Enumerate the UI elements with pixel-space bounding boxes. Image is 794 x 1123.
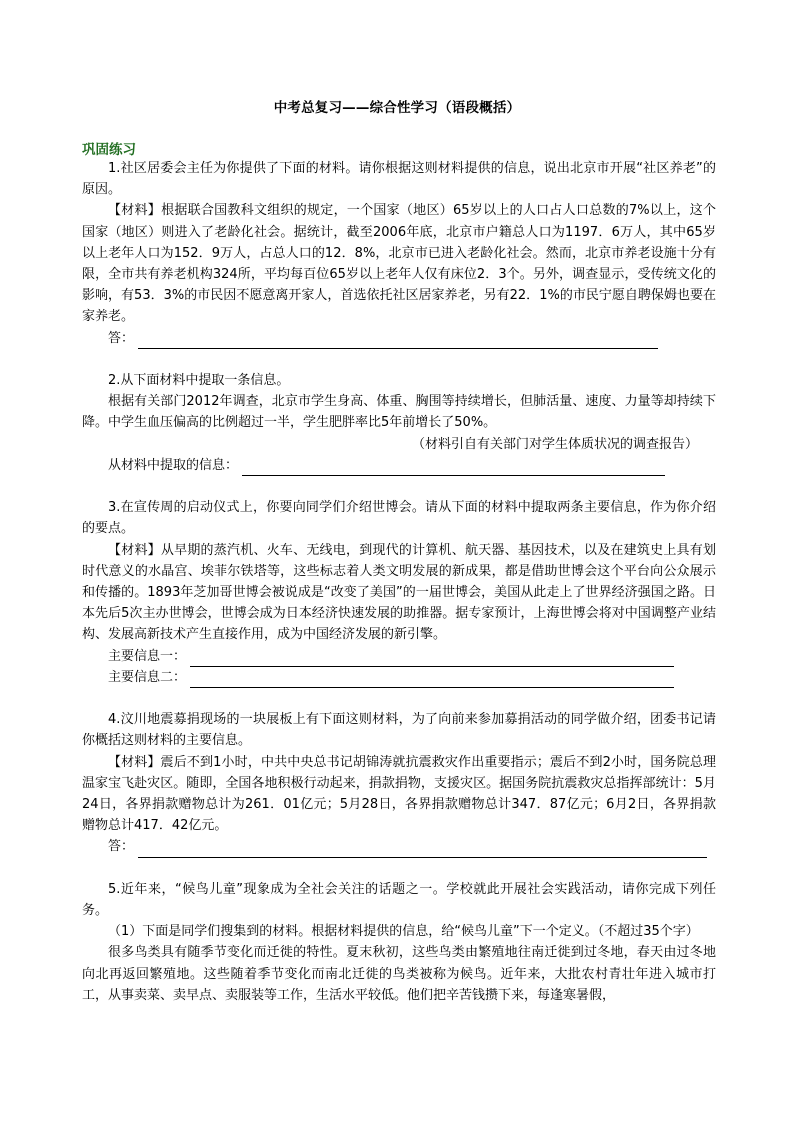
answer-label: 答： (108, 839, 135, 855)
question-2-material: 根据有关部门2012年调查，北京市学生身高、体重、胸围等持续增长，但肺活量、速度、力量等却持续下降。中学生血压偏高的比例超过一半，学生肥胖率比5年前增长了50%。 (82, 394, 716, 431)
answer-blank[interactable] (190, 672, 674, 688)
document-body (82, 158, 716, 1006)
question-1-text: 1.社区居委会主任为你提供了下面的材料。请你根据这则材料提供的信息，说出北京市开展“社区养老”的原因。 (82, 161, 716, 198)
question-2-text: 2.从下面材料中提取一条信息。 (108, 373, 290, 388)
question-4-text: 4.汶川地震募捐现场的一块展板上有下面这则材料，为了向前来参加募捐活动的同学做介绍，团委书记请你概括这则材料的主要信息。 (82, 712, 716, 749)
question-1-material: 【材料】根据联合国教科文组织的规定，一个国家（地区）65岁以上的人口占人口总数的7%以上，这个国家（地区）则进入了老龄化社会。据统计，截至2006年底，北京市户籍总人口为1197．6万人，其中65岁以上老年人口为152．9万人，占总人口的12．8%，北京市已进入老龄化社会。然而，北京市养老设施十分有限，全市共有养老机构324所，平均每百位65岁以上老年人仅有床位2．3个。另外，调查显示，受传统文化的影响，有53．3%的市民因不愿意离开家人，首选依托社区居家养老，另有22．1%的市民宁愿自聘保姆也要在家养老。 (82, 203, 716, 325)
answer-blank[interactable] (138, 333, 658, 349)
section-heading: 巩固练习 (82, 142, 136, 158)
question-5-text: 5.近年来，“候鸟儿童”现象成为全社会关注的话题之一。学校就此开展社会实践活动，请你完成下列任务。 (82, 881, 716, 918)
answer-blank[interactable] (138, 842, 707, 858)
question-1-answer (82, 328, 716, 349)
question-2-source: （材料引自有关部门对学生体质状况的调查报告） (411, 436, 698, 452)
question-3-answer-2 (82, 667, 716, 688)
question-5-subtask-1: （1）下面是同学们搜集到的材料。根据材料提供的信息，给“候鸟儿童”下一个定义。（不超过35个字） (108, 924, 699, 940)
answer-label: 主要信息一： (108, 648, 187, 664)
question-5-material: 很多鸟类具有随季节变化而迁徙的特性。夏末秋初，这些鸟类由繁殖地往南迁徙到过冬地，春天由过冬地向北再返回繁殖地。这些随着季节变化而南北迁徙的鸟类被称为候鸟。近年来，大批农村青壮年进入城市打工，从事卖菜、卖早点、卖服装等工作，生活水平较低。他们把辛苦钱攒下来，每逢寒暑假， (82, 945, 716, 1003)
question-3-material: 【材料】从早期的蒸汽机、火车、无线电，到现代的计算机、航天器、基因技术，以及在建筑史上具有划时代意义的水晶宫、埃菲尔铁塔等，这些标志着人类文明发展的新成果，都是借助世博会这个平台向公众展示和传播的。1893年芝加哥世博会被说成是“改变了美国”的一届世博会，美国从此走上了世界经济强国之路。日本先后5次主办世博会，世博会成为日本经济快速发展的助推器。据专家预计，上海世博会将对中国调整产业结构、发展高新技术产生直接作用，成为中国经济发展的新引擎。 (82, 542, 716, 643)
question-4-answer (82, 836, 716, 857)
question-3-text: 3.在宣传周的启动仪式上，你要向同学们介绍世博会。请从下面的材料中提取两条主要信息，作为你介绍的要点。 (82, 500, 716, 537)
answer-blank[interactable] (242, 460, 665, 476)
question-4-material: 【材料】震后不到1小时，中共中央总书记胡锦涛就抗震救灾作出重要指示；震后不到2小时，国务院总理温家宝飞赴灾区。随即，全国各地积极行动起来，捐款捐物，支援灾区。据国务院抗震救灾总指挥部统计：5月24日，各界捐款赠物总计为261．01亿元；5月28日，各界捐款赠物总计347．87亿元；6月2日，各界捐款赠物总计417．42亿元。 (82, 754, 716, 834)
question-2-answer (82, 455, 716, 476)
answer-label: 主要信息二： (108, 669, 187, 685)
answer-label: 答： (108, 330, 135, 346)
answer-label: 从材料中提取的信息： (108, 457, 239, 473)
answer-blank[interactable] (190, 651, 674, 667)
question-3-answer-1 (82, 646, 716, 667)
document-title: 中考总复习——综合性学习（语段概括） (273, 100, 521, 116)
